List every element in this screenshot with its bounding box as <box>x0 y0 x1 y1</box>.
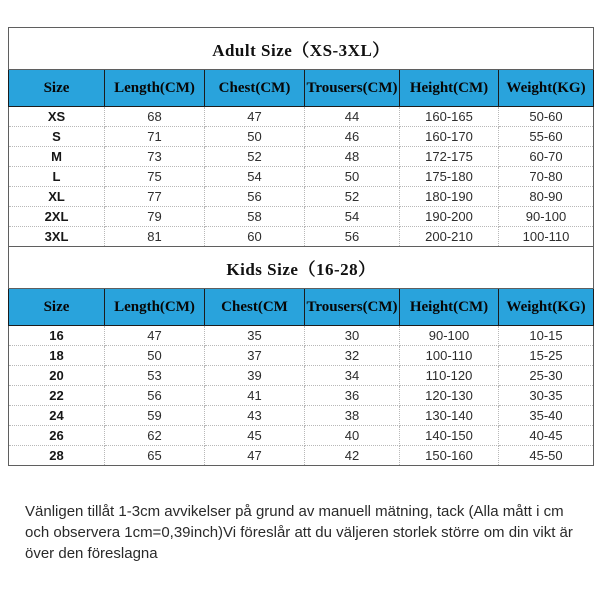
table-cell: 59 <box>105 406 205 426</box>
table-cell: 90-100 <box>400 326 499 346</box>
table-cell: 80-90 <box>499 187 594 207</box>
adult-col-header-length: Length(CM) <box>105 70 205 107</box>
table-cell: 46 <box>305 127 400 147</box>
table-cell: 15-25 <box>499 346 594 366</box>
table-cell: 47 <box>105 326 205 346</box>
size-label: XL <box>9 187 105 207</box>
size-label: 22 <box>9 386 105 406</box>
size-chart-container <box>8 27 593 466</box>
table-cell: 56 <box>105 386 205 406</box>
table-cell: 10-15 <box>499 326 594 346</box>
table-cell: 150-160 <box>400 446 499 466</box>
kids-row-22 <box>9 386 594 406</box>
table-cell: 71 <box>105 127 205 147</box>
table-cell: 50-60 <box>499 107 594 127</box>
table-cell: 58 <box>205 207 305 227</box>
table-cell: 50 <box>305 167 400 187</box>
measurement-disclaimer-note: Vänligen tillåt 1-3cm avvikelser på grund av manuell mätning, tack (Alla mått i cm och observera 1cm=0,39inch)Vi föreslår att du väljeren storlek större om din vikt är över den föreslagna <box>25 503 573 562</box>
table-cell: 60-70 <box>499 147 594 167</box>
table-cell: 130-140 <box>400 406 499 426</box>
table-cell: 52 <box>305 187 400 207</box>
table-cell: 47 <box>205 107 305 127</box>
adult-row-m <box>9 147 594 167</box>
adult-col-header-size: Size <box>9 70 105 107</box>
kids-col-header-height: Height(CM) <box>400 289 499 326</box>
table-cell: 50 <box>105 346 205 366</box>
table-cell: 60 <box>205 227 305 247</box>
table-cell: 30 <box>305 326 400 346</box>
table-cell: 36 <box>305 386 400 406</box>
table-cell: 190-200 <box>400 207 499 227</box>
kids-row-18 <box>9 346 594 366</box>
table-cell: 32 <box>305 346 400 366</box>
table-cell: 40-45 <box>499 426 594 446</box>
kids-title-row <box>9 247 594 289</box>
adult-row-2xl <box>9 207 594 227</box>
table-cell: 44 <box>305 107 400 127</box>
table-cell: 30-35 <box>499 386 594 406</box>
table-cell: 140-150 <box>400 426 499 446</box>
table-cell: 175-180 <box>400 167 499 187</box>
table-cell: 35 <box>205 326 305 346</box>
table-cell: 70-80 <box>499 167 594 187</box>
size-label: 20 <box>9 366 105 386</box>
table-cell: 45 <box>205 426 305 446</box>
table-cell: 41 <box>205 386 305 406</box>
kids-row-16 <box>9 326 594 346</box>
table-cell: 25-30 <box>499 366 594 386</box>
table-cell: 40 <box>305 426 400 446</box>
kids-row-20 <box>9 366 594 386</box>
table-cell: 55-60 <box>499 127 594 147</box>
size-label: 26 <box>9 426 105 446</box>
table-cell: 54 <box>305 207 400 227</box>
table-cell: 100-110 <box>499 227 594 247</box>
table-cell: 90-100 <box>499 207 594 227</box>
adult-header-row <box>9 70 594 107</box>
kids-col-header-trousers: Trousers(CM) <box>305 289 400 326</box>
size-label: 16 <box>9 326 105 346</box>
table-cell: 120-130 <box>400 386 499 406</box>
table-cell: 45-50 <box>499 446 594 466</box>
table-cell: 56 <box>305 227 400 247</box>
adult-title-row <box>9 28 594 70</box>
table-cell: 110-120 <box>400 366 499 386</box>
adult-col-header-trousers: Trousers(CM) <box>305 70 400 107</box>
kids-col-header-size: Size <box>9 289 105 326</box>
table-cell: 56 <box>205 187 305 207</box>
kids-row-26 <box>9 426 594 446</box>
table-cell: 180-190 <box>400 187 499 207</box>
size-label: 3XL <box>9 227 105 247</box>
table-cell: 43 <box>205 406 305 426</box>
table-cell: 48 <box>305 147 400 167</box>
table-cell: 65 <box>105 446 205 466</box>
table-cell: 81 <box>105 227 205 247</box>
table-cell: 172-175 <box>400 147 499 167</box>
size-label: 28 <box>9 446 105 466</box>
size-label: XS <box>9 107 105 127</box>
size-label: M <box>9 147 105 167</box>
size-label: 18 <box>9 346 105 366</box>
adult-col-header-height: Height(CM) <box>400 70 499 107</box>
kids-table-title: Kids Size（16-28） <box>9 247 594 289</box>
table-cell: 75 <box>105 167 205 187</box>
table-cell: 52 <box>205 147 305 167</box>
size-label: 2XL <box>9 207 105 227</box>
table-cell: 50 <box>205 127 305 147</box>
kids-header-row <box>9 289 594 326</box>
table-cell: 34 <box>305 366 400 386</box>
kids-col-header-weight: Weight(KG) <box>499 289 594 326</box>
kids-col-header-chest: Chest(CM <box>205 289 305 326</box>
size-chart-table <box>8 27 594 466</box>
table-cell: 62 <box>105 426 205 446</box>
table-cell: 42 <box>305 446 400 466</box>
table-cell: 68 <box>105 107 205 127</box>
table-cell: 39 <box>205 366 305 386</box>
adult-row-s <box>9 127 594 147</box>
table-cell: 160-165 <box>400 107 499 127</box>
adult-row-l <box>9 167 594 187</box>
size-label: L <box>9 167 105 187</box>
kids-col-header-length: Length(CM) <box>105 289 205 326</box>
size-label: S <box>9 127 105 147</box>
table-cell: 47 <box>205 446 305 466</box>
kids-row-28 <box>9 446 594 466</box>
table-cell: 38 <box>305 406 400 426</box>
table-cell: 160-170 <box>400 127 499 147</box>
adult-row-3xl <box>9 227 594 247</box>
table-cell: 73 <box>105 147 205 167</box>
table-cell: 200-210 <box>400 227 499 247</box>
table-cell: 100-110 <box>400 346 499 366</box>
adult-col-header-weight: Weight(KG) <box>499 70 594 107</box>
adult-col-header-chest: Chest(CM) <box>205 70 305 107</box>
table-cell: 35-40 <box>499 406 594 426</box>
table-cell: 53 <box>105 366 205 386</box>
table-cell: 77 <box>105 187 205 207</box>
table-cell: 54 <box>205 167 305 187</box>
adult-table-title: Adult Size（XS-3XL） <box>9 28 594 70</box>
table-cell: 37 <box>205 346 305 366</box>
adult-row-xs <box>9 107 594 127</box>
adult-row-xl <box>9 187 594 207</box>
table-cell: 79 <box>105 207 205 227</box>
kids-row-24 <box>9 406 594 426</box>
size-label: 24 <box>9 406 105 426</box>
